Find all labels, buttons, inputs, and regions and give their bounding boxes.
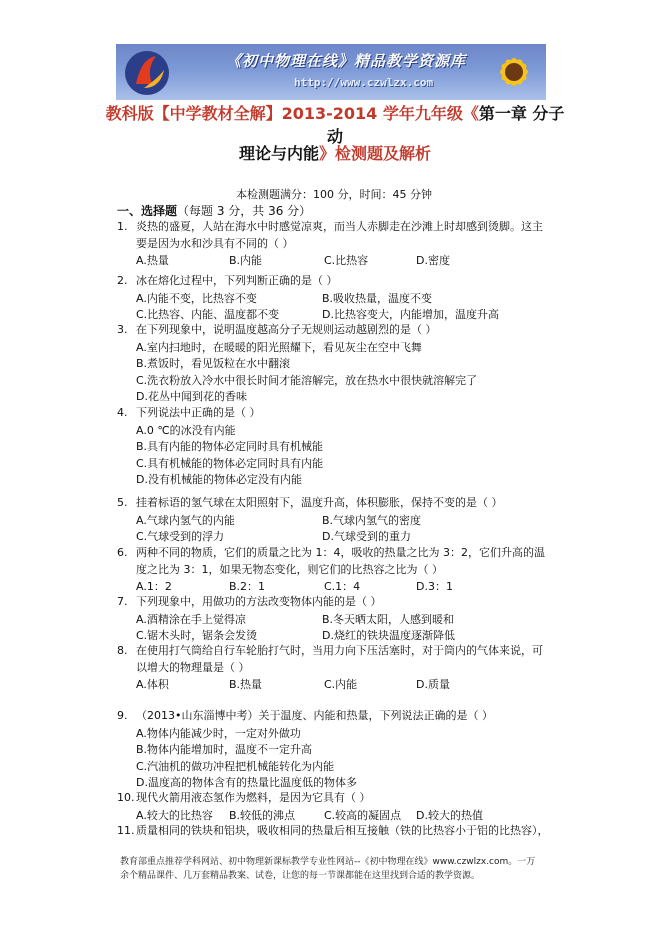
answer-option: D.3：1 bbox=[416, 580, 453, 593]
answer-option: C.比热容、内能、温度都不变 bbox=[136, 308, 280, 321]
answer-option: B.较低的沸点 bbox=[229, 808, 296, 822]
footer-line-1: 教育部重点推荐学科网站、初中物理新课标教学专业性网站--《初中物理在线》www.czwlzx.com。一万 bbox=[120, 857, 536, 867]
section-note: （每题 3 分，共 36 分） bbox=[177, 204, 312, 218]
question-text: 两种不同的物质，它们的质量之比为 1：4，吸收的热量之比为 3：2，它们升高的温 bbox=[136, 546, 545, 559]
answer-option: C.内能 bbox=[324, 678, 358, 691]
footer-line-2: 余个精品课件、几万套精品教案、试卷，让您的每一节课都能在这里找到合适的教学资源。 bbox=[120, 871, 481, 881]
answer-option: A.体积 bbox=[136, 678, 169, 691]
answer-option: D.比热容变大，内能增加，温度升高 bbox=[322, 308, 499, 321]
answer-option: B.2：1 bbox=[229, 580, 266, 593]
answer-option: B.冬天晒太阳，人感到暖和 bbox=[322, 612, 455, 626]
question-number: 5. bbox=[117, 496, 128, 509]
answer-option: B.内能 bbox=[229, 254, 263, 267]
title-red-part: 教科版【中学教材全解】2013-2014 学年九年级《 bbox=[105, 104, 479, 123]
answer-option: A.气球内氢气的内能 bbox=[136, 513, 235, 527]
answer-option: C.较高的凝固点 bbox=[324, 808, 402, 822]
question-text: 冰在熔化过程中，下列判断正确的是（ ） bbox=[136, 274, 338, 287]
question-number: 9. bbox=[117, 709, 128, 722]
answer-option: A.酒精涂在手上觉得凉 bbox=[136, 612, 246, 626]
answer-option: D.烧红的铁块温度逐渐降低 bbox=[322, 629, 455, 642]
question-number: 6. bbox=[117, 546, 128, 559]
question-text: 度之比为 3：1，如果无物态变化，则它们的比热容之比为（ ） bbox=[136, 562, 443, 576]
section-heading bbox=[117, 202, 311, 219]
title-chapter-part-2: 理论与内能 bbox=[238, 144, 319, 163]
answer-option: B.煮饭时，看见饭粒在水中翻滚 bbox=[136, 357, 291, 370]
answer-option: C.气球受到的浮力 bbox=[136, 530, 225, 543]
question-text: 要是因为水和沙具有不同的（ ） bbox=[136, 236, 294, 250]
exam-info: 本检测题满分：100 分，时间：45 分钟 bbox=[236, 188, 432, 201]
answer-option: B.热量 bbox=[229, 678, 263, 691]
answer-option: A.内能不变，比热容不变 bbox=[136, 291, 257, 305]
question-text: 下列现象中，用做功的方法改变物体内能的是（ ） bbox=[136, 595, 382, 608]
question-number: 1. bbox=[117, 220, 128, 233]
question-number: 4. bbox=[117, 406, 128, 419]
title-red-part-2: 》检测题及解析 bbox=[319, 144, 432, 163]
section-label: 一、选择题 bbox=[117, 204, 178, 218]
answer-option: A.0 ℃的冰没有内能 bbox=[136, 423, 236, 437]
sunflower-icon bbox=[484, 46, 544, 100]
question-text: 在下列现象中，说明温度越高分子无规则运动越剧烈的是（ ） bbox=[136, 323, 437, 336]
answer-option: B.气球内氢气的密度 bbox=[322, 513, 422, 527]
question-number: 2. bbox=[117, 274, 128, 287]
question-text: 现代火箭用液态氢作为燃料，是因为它具有（ ） bbox=[136, 791, 371, 804]
answer-option: A.室内扫地时，在暖暖的阳光照耀下，看见灰尘在空中飞舞 bbox=[136, 340, 422, 354]
site-logo-icon bbox=[122, 48, 172, 98]
title-chapter-part: 第一章 分子动 bbox=[326, 104, 565, 146]
page-footer bbox=[120, 855, 550, 883]
answer-option: A.较大的比热容 bbox=[136, 808, 213, 822]
answer-option: A.热量 bbox=[136, 254, 169, 267]
answer-option: B.吸收热量，温度不变 bbox=[322, 291, 433, 305]
answer-option: A.1：2 bbox=[136, 580, 172, 593]
answer-option: C.洗衣粉放入冷水中很长时间才能溶解完，放在热水中很快就溶解完了 bbox=[136, 373, 478, 387]
answer-option: B.物体内能增加时，温度不一定升高 bbox=[136, 743, 313, 756]
question-text: 下列说法中正确的是（ ） bbox=[136, 406, 261, 419]
answer-option: D.密度 bbox=[416, 254, 450, 267]
answer-option: C.汽油机的做功冲程把机械能转化为内能 bbox=[136, 759, 335, 773]
answer-option: C.比热容 bbox=[324, 254, 369, 267]
question-text: 在使用打气筒给自行车轮胎打气时，当用力向下压活塞时，对于筒内的气体来说，可 bbox=[136, 644, 543, 657]
banner-url[interactable]: http://www.czwlzx.com bbox=[294, 76, 434, 89]
answer-option: D.较大的热值 bbox=[416, 808, 483, 822]
question-text: 质量相同的铁块和铝块，吸收相同的热量后相互接触（铁的比热容小于铝的比热容）， bbox=[136, 824, 549, 837]
document-title-line-2 bbox=[100, 141, 570, 164]
question-text: 挂着标语的氢气球在太阳照射下，温度升高，体积膨胀，保持不变的是（ ） bbox=[136, 496, 503, 509]
question-number: 7. bbox=[117, 595, 128, 608]
answer-option: D.花丛中闻到花的香味 bbox=[136, 390, 247, 403]
header-banner bbox=[116, 44, 546, 100]
answer-option: C.具有机械能的物体必定同时具有内能 bbox=[136, 456, 324, 470]
answer-option: C.1：4 bbox=[324, 580, 361, 593]
question-text: 炎热的盛夏，人站在海水中时感觉凉爽，而当人赤脚走在沙滩上时却感到烫脚。这主 bbox=[136, 220, 543, 233]
answer-option: D.气球受到的重力 bbox=[322, 530, 411, 543]
answer-option: D.温度高的物体含有的热量比温度低的物体多 bbox=[136, 776, 357, 789]
question-number: 11. bbox=[117, 824, 135, 837]
question-number: 10. bbox=[117, 791, 135, 804]
answer-option: D.没有机械能的物体必定没有内能 bbox=[136, 473, 302, 486]
answer-option: A.物体内能减少时，一定对外做功 bbox=[136, 726, 301, 740]
answer-option: D.质量 bbox=[416, 678, 450, 691]
question-text: （2013•山东淄博中考）关于温度、内能和热量，下列说法正确的是（ ） bbox=[136, 709, 493, 722]
banner-title: 《初中物理在线》精品教学资源库 bbox=[226, 52, 467, 70]
question-number: 8. bbox=[117, 644, 128, 657]
question-text: 以增大的物理量是（ ） bbox=[136, 660, 250, 674]
answer-option: B.具有内能的物体必定同时具有机械能 bbox=[136, 440, 324, 453]
answer-option: C.锯木头时，锯条会发烫 bbox=[136, 629, 258, 642]
question-number: 3. bbox=[117, 323, 128, 336]
